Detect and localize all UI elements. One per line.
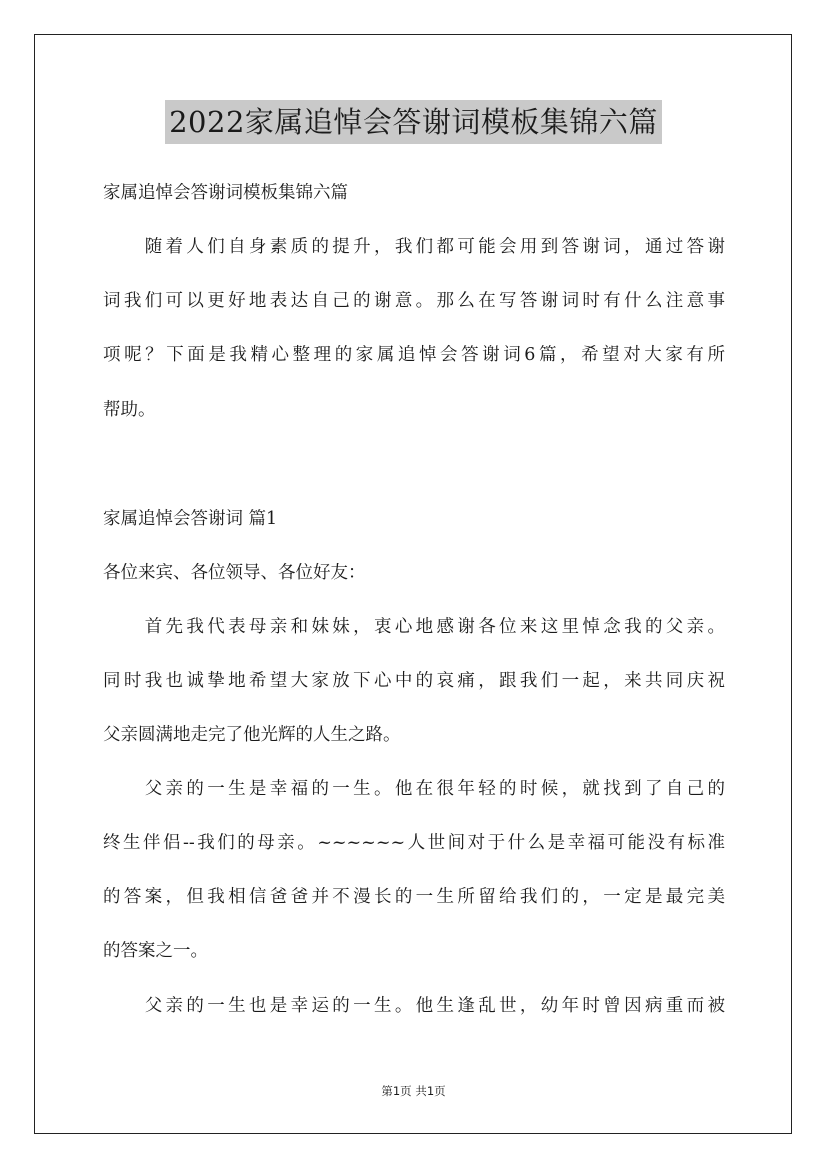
title-container: [0, 100, 827, 144]
paragraph-line: 帮助。: [103, 400, 156, 420]
paragraph-line: 同时我也诚挚地希望大家放下心中的哀痛，跟我们一起，来共同庆祝: [103, 671, 725, 691]
section-heading: 家属追悼会答谢词 篇1: [103, 509, 278, 529]
paragraph-line: 词我们可以更好地表达自己的谢意。那么在写答谢词时有什么注意事: [103, 291, 725, 311]
page-footer: 第1页 共1页: [381, 1084, 446, 1098]
paragraph-line: 首先我代表母亲和妹妹，衷心地感谢各位来这里悼念我的父亲。: [103, 617, 725, 637]
paragraph-line: 父亲的一生是幸福的一生。他在很年轻的时候，就找到了自己的: [103, 779, 725, 799]
paragraph-line: 随着人们自身素质的提升，我们都可能会用到答谢词，通过答谢: [103, 237, 725, 257]
document-title: 2022家属追悼会答谢词模板集锦六篇: [165, 100, 662, 144]
paragraph-line: 项呢？下面是我精心整理的家属追悼会答谢词6篇，希望对大家有所: [103, 345, 725, 365]
paragraph-line: 父亲圆满地走完了他光辉的人生之路。: [103, 725, 401, 745]
paragraph-line: 的答案之一。: [103, 941, 208, 961]
subtitle-line: 家属追悼会答谢词模板集锦六篇: [103, 183, 348, 203]
paragraph-line: 的答案，但我相信爸爸并不漫长的一生所留给我们的，一定是最完美: [103, 887, 725, 907]
salutation-line: 各位来宾、各位领导、各位好友：: [103, 563, 366, 583]
paragraph-line: 终生伴侣--我们的母亲。~~~~~~人世间对于什么是幸福可能没有标准: [103, 833, 725, 853]
paragraph-line: 父亲的一生也是幸运的一生。他生逢乱世，幼年时曾因病重而被: [103, 996, 725, 1016]
